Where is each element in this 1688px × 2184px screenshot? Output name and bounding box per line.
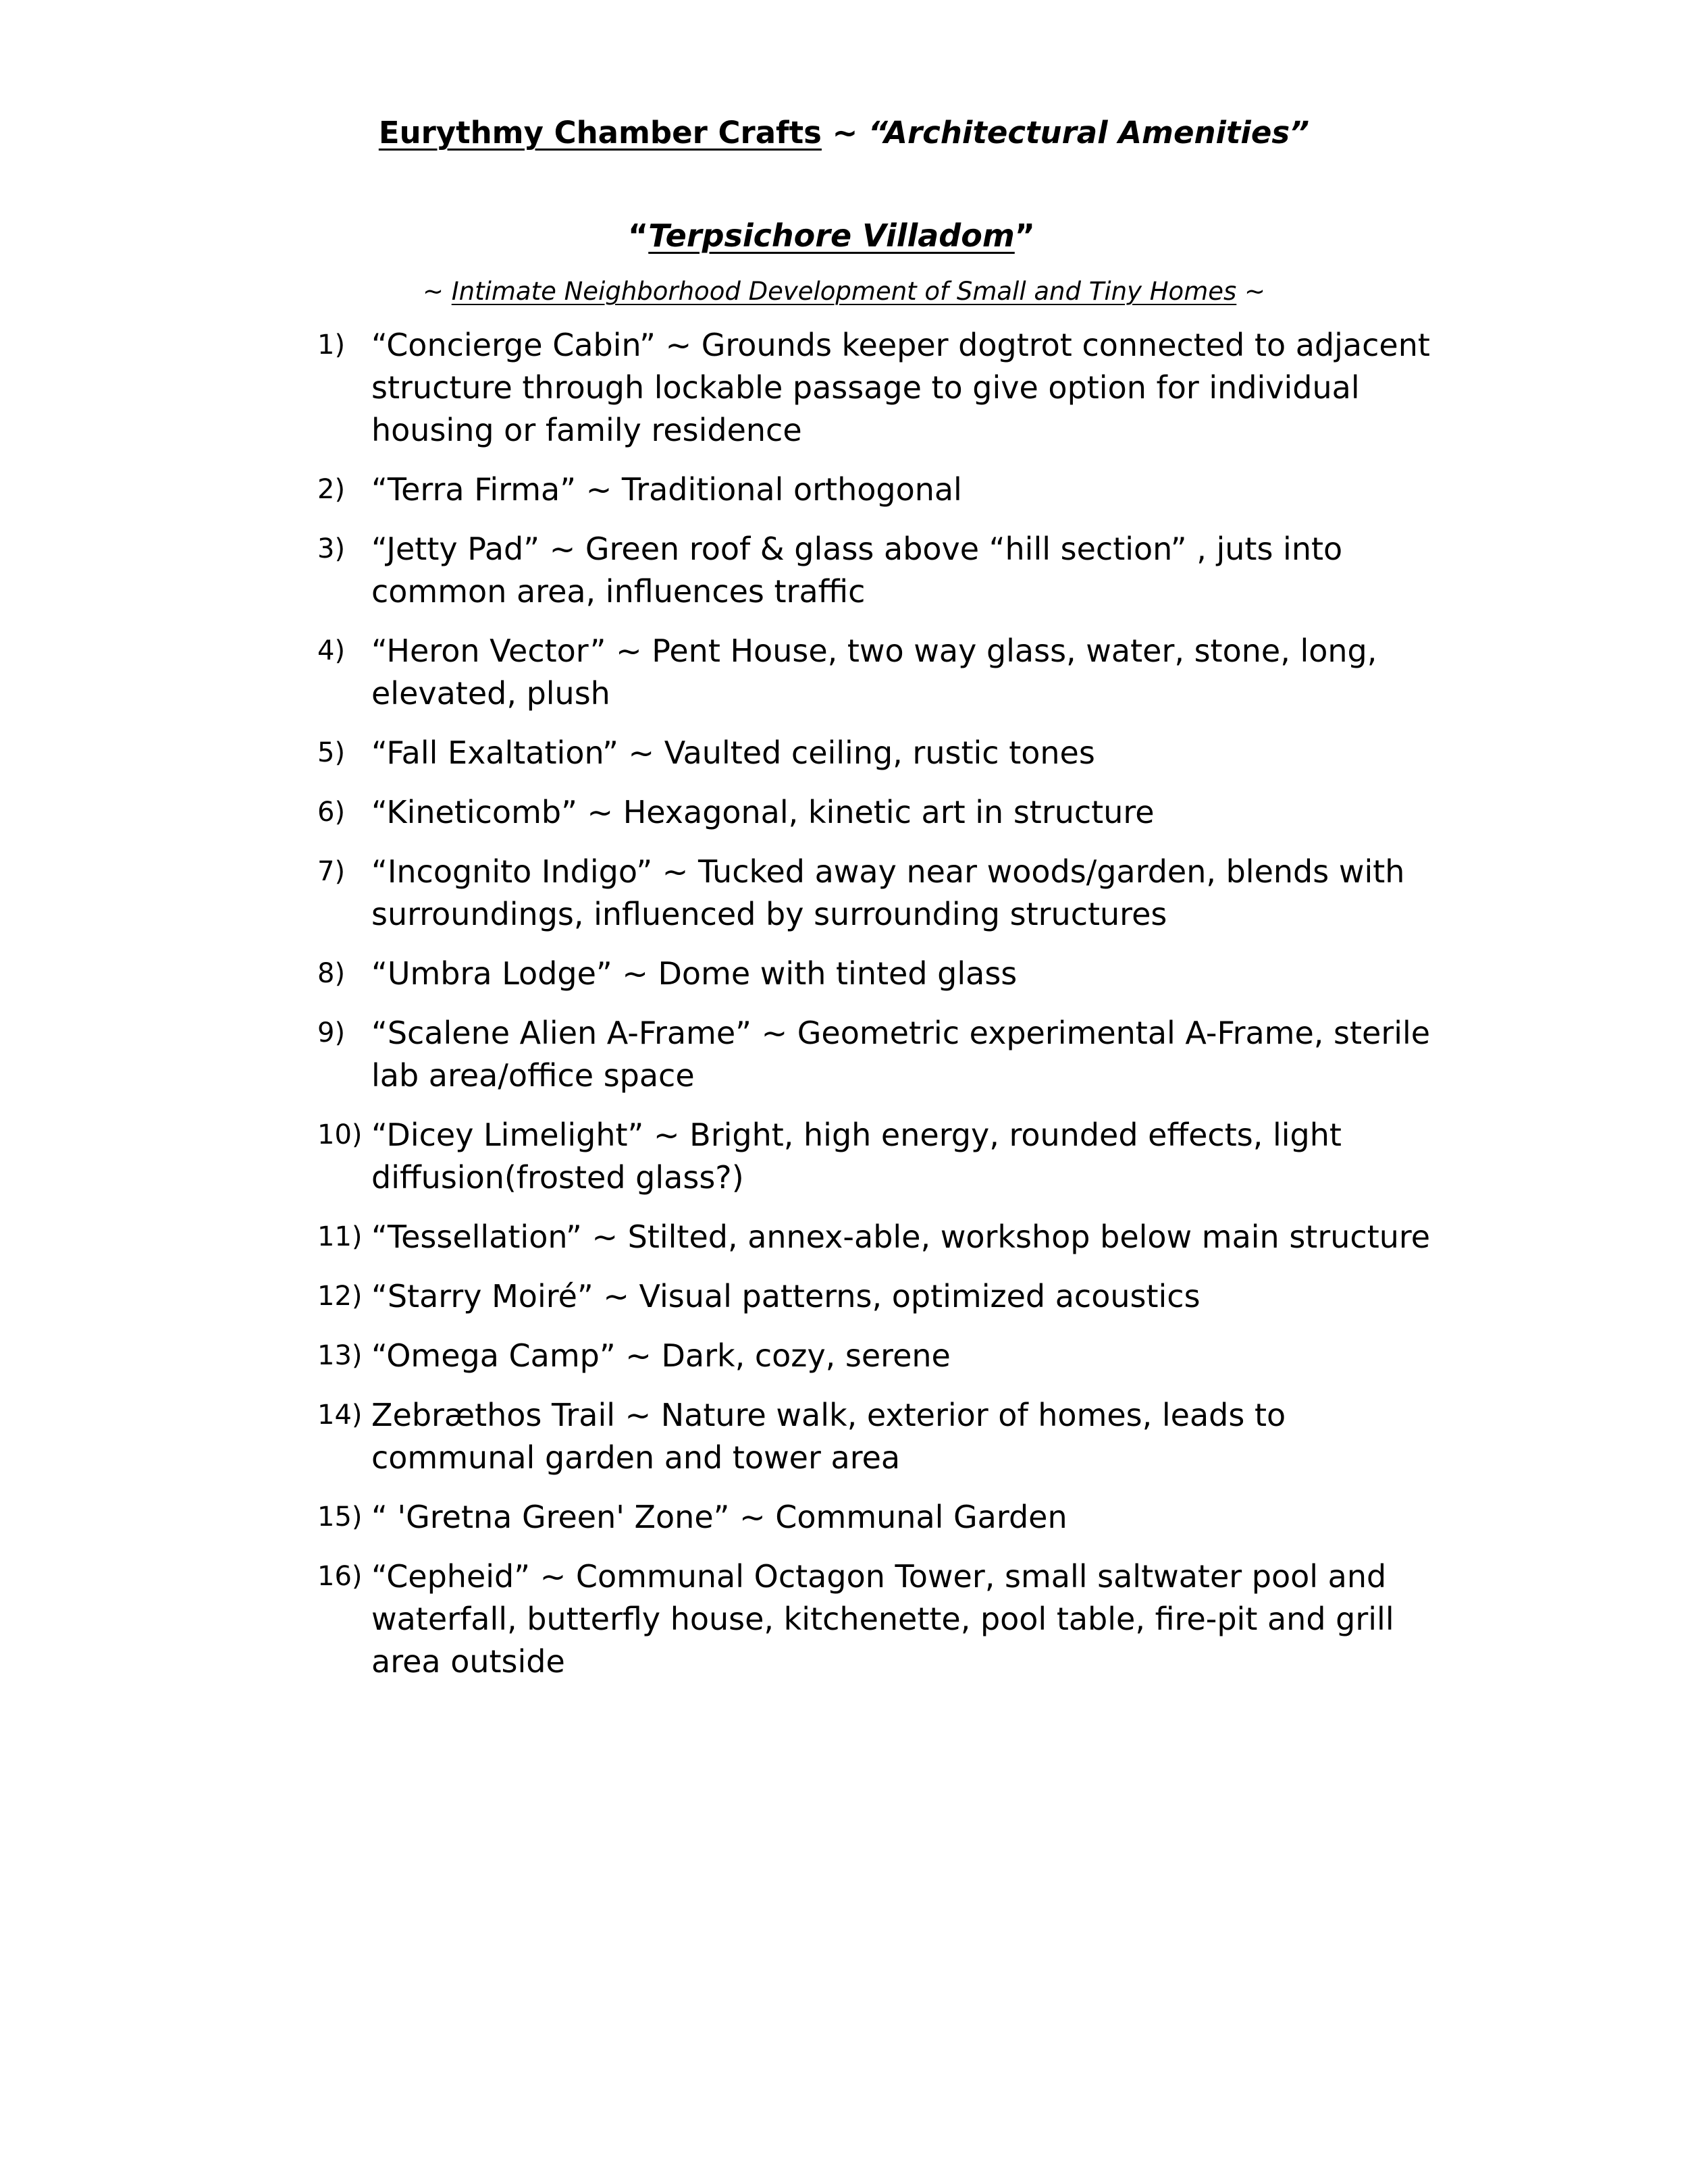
list-item-number: 1): [317, 329, 346, 361]
document-title: [0, 115, 1688, 151]
list-item-text: “Cepheid” ~ Communal Octagon Tower, small saltwater pool and waterfall, butterfly house, kitchenette, pool table, fire-pit and grill area outside: [371, 1558, 1394, 1680]
list-item-text: Zebræthos Trail ~ Nature walk, exterior of homes, leads to communal garden and tower area: [371, 1397, 1286, 1476]
list-item-text: “Heron Vector” ~ Pent House, two way glass, water, stone, long, elevated, plush: [371, 633, 1377, 712]
list-item: [317, 630, 1431, 715]
list-item: [317, 528, 1431, 613]
list-item: [317, 1216, 1431, 1258]
development-name: [628, 217, 1035, 254]
title-tagline: “Architectural Amenities”: [868, 115, 1310, 151]
close-quote: ”: [1014, 217, 1035, 254]
list-item-text: “Fall Exaltation” ~ Vaulted ceiling, rustic tones: [371, 735, 1095, 771]
list-item-number: 15): [317, 1501, 363, 1533]
list-item-number: 12): [317, 1281, 363, 1312]
list-item-text: “Starry Moiré” ~ Visual patterns, optimized acoustics: [371, 1278, 1201, 1314]
title-separator: ~: [821, 115, 868, 151]
tagline-prefix: ~: [422, 277, 452, 306]
list-item-text: “Omega Camp” ~ Dark, cozy, serene: [371, 1337, 951, 1374]
list-item-text: “Incognito Indigo” ~ Tucked away near woods/garden, blends with surroundings, influenced by surrounding structures: [371, 853, 1405, 932]
tagline-suffix: ~: [1236, 277, 1266, 306]
list-item: [317, 851, 1431, 936]
brand-name: Eurythmy Chamber Crafts: [378, 115, 822, 151]
list-item-number: 9): [317, 1017, 346, 1048]
list-item-text: “Terra Firma” ~ Traditional orthogonal: [371, 471, 962, 508]
list-item-text: “Kineticomb” ~ Hexagonal, kinetic art in structure: [371, 794, 1155, 830]
development-tagline: [0, 277, 1688, 306]
list-item: [317, 324, 1431, 452]
list-item: [317, 1496, 1431, 1539]
list-item: [317, 1555, 1431, 1683]
list-item-number: 2): [317, 474, 346, 505]
list-item-text: “Jetty Pad” ~ Green roof & glass above “hill section” , juts into common area, influences traffic: [371, 531, 1343, 610]
list-item-number: 16): [317, 1561, 363, 1592]
list-item-text: “Tessellation” ~ Stilted, annex-able, workshop below main structure: [371, 1219, 1431, 1255]
open-quote: “: [628, 217, 649, 254]
development-name-text: Terpsichore Villadom: [648, 217, 1015, 254]
list-item: [317, 1394, 1431, 1479]
list-item-number: 13): [317, 1340, 363, 1371]
list-item-number: 6): [317, 797, 346, 828]
list-item: [317, 1012, 1431, 1097]
amenities-list: [317, 324, 1431, 1700]
list-item-text: “Scalene Alien A-Frame” ~ Geometric experimental A-Frame, sterile lab area/office space: [371, 1015, 1431, 1094]
list-item: [317, 791, 1431, 834]
list-item-text: “ 'Gretna Green' Zone” ~ Communal Garden: [371, 1499, 1067, 1535]
list-item-number: 5): [317, 737, 346, 768]
list-item-text: “Umbra Lodge” ~ Dome with tinted glass: [371, 955, 1018, 992]
list-item-number: 8): [317, 958, 346, 989]
list-item-number: 7): [317, 856, 346, 887]
list-item-number: 14): [317, 1400, 363, 1431]
list-item: [317, 1335, 1431, 1377]
tagline-text: Intimate Neighborhood Development of Small and Tiny Homes: [451, 277, 1237, 306]
list-item: [317, 732, 1431, 774]
list-item-number: 11): [317, 1221, 363, 1252]
list-item-text: “Concierge Cabin” ~ Grounds keeper dogtrot connected to adjacent structure through lockable passage to give option for individual housing or family residence: [371, 327, 1430, 448]
list-item: [317, 469, 1431, 511]
list-item-text: “Dicey Limelight” ~ Bright, high energy, rounded effects, light diffusion(frosted glass?): [371, 1117, 1342, 1196]
list-item: [317, 1275, 1431, 1318]
list-item: [317, 953, 1431, 995]
list-item-number: 4): [317, 635, 346, 666]
list-item: [317, 1114, 1431, 1199]
list-item-number: 3): [317, 533, 346, 564]
list-item-number: 10): [317, 1119, 363, 1150]
